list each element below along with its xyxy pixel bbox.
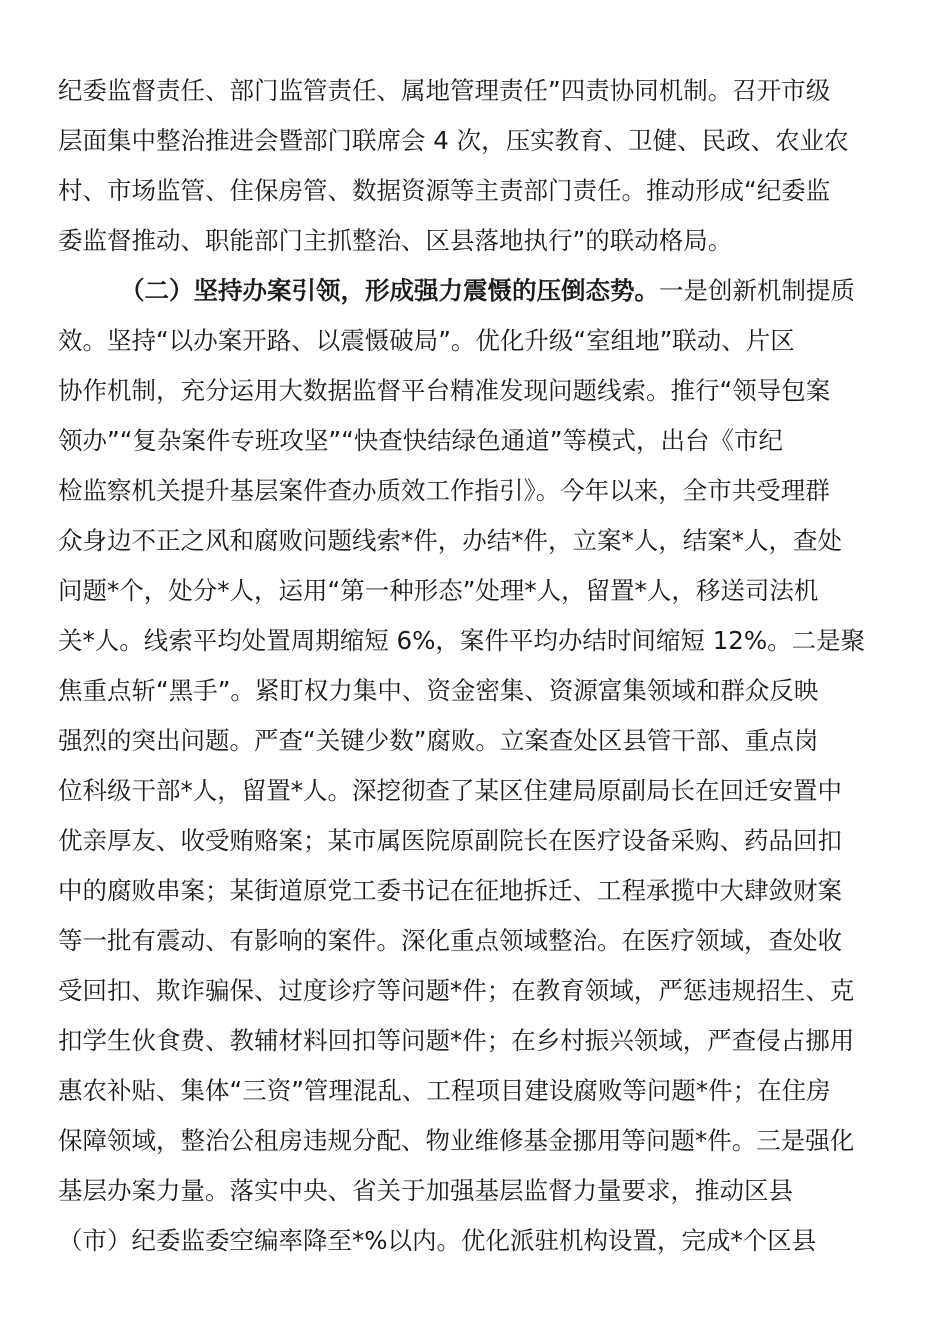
paragraph-line: 协作机制，充分运用大数据监督平台精准发现问题线索。推行“领导包案 bbox=[58, 376, 831, 405]
paragraph-line: 问题*个，处分*人，运用“第一种形态”处理*人，留置*人，移送司法机 bbox=[58, 576, 819, 605]
paragraph-line: 焦重点斩“黑手”。紧盯权力集中、资金密集、资源富集领域和群众反映 bbox=[58, 676, 819, 705]
paragraph-line: 扣学生伙食费、教辅材料回扣等问题*件；在乡村振兴领域，严查侵占挪用 bbox=[58, 1026, 855, 1055]
paragraph-line: 领办”“复杂案件专班攻坚”“快查快结绿色通道”等模式，出台《市纪 bbox=[58, 426, 783, 455]
paragraph-line: 基层办案力量。落实中央、省关于加强基层监督力量要求，推动区县 bbox=[58, 1176, 793, 1205]
paragraph-line: 众身边不正之风和腐败问题线索*件，办结*件，立案*人，结案*人，查处 bbox=[58, 526, 842, 555]
paragraph-line: 受回扣、欺诈骗保、过度诊疗等问题*件；在教育领域，严惩违规招生、克 bbox=[58, 976, 855, 1005]
paragraph-line: 保障领域，整治公租房违规分配、物业维修基金挪用等问题*件。三是强化 bbox=[58, 1126, 855, 1155]
paragraph-line: （市）纪委监委空编率降至*%以内。优化派驻机构设置，完成*个区县 bbox=[58, 1226, 817, 1255]
paragraph-line: 委监督推动、职能部门主抓整治、区县落地执行”的联动格局。 bbox=[58, 226, 733, 255]
paragraph-line: 效。坚持“以办案开路、以震慑破局”。优化升级“室组地”联动、片区 bbox=[58, 326, 795, 355]
paragraph-line: 惠农补贴、集体“三资”管理混乱、工程项目建设腐败等问题*件；在住房 bbox=[58, 1076, 831, 1105]
section-heading: （二）坚持办案引领，形成强力震慑的压倒态势。 bbox=[120, 276, 659, 305]
section-heading-rest: 一是创新机制提质 bbox=[659, 276, 855, 305]
paragraph-line: 强烈的突出问题。严查“关键少数”腐败。立案查处区县管干部、重点岗 bbox=[58, 726, 819, 755]
paragraph-line: 检监察机关提升基层案件查办质效工作指引》。今年以来，全市共受理群 bbox=[58, 476, 830, 505]
paragraph-line: 等一批有震动、有影响的案件。深化重点领域整治。在医疗领域，查处收 bbox=[58, 926, 842, 955]
paragraph-line: 优亲厚友、收受贿赂案；某市属医院原副院长在医疗设备采购、药品回扣 bbox=[58, 826, 842, 855]
paragraph-line: 关*人。线索平均处置周期缩短 6%，案件平均办结时间缩短 12%。二是聚 bbox=[58, 626, 866, 655]
paragraph-line: 位科级干部*人，留置*人。深挖彻查了某区住建局原副局长在回迁安置中 bbox=[58, 776, 842, 805]
paragraph-line: 村、市场监管、住保房管、数据资源等主责部门责任。推动形成“纪委监 bbox=[58, 176, 831, 205]
body-text bbox=[58, 66, 893, 1266]
paragraph-line: 中的腐败串案；某街道原党工委书记在征地拆迁、工程承揽中大肆敛财案 bbox=[58, 876, 842, 905]
section-heading-line bbox=[58, 266, 893, 316]
paragraph-line: 层面集中整治推进会暨部门联席会 4 次，压实教育、卫健、民政、农业农 bbox=[58, 126, 849, 155]
paragraph-line: 纪委监督责任、部门监管责任、属地管理责任”四责协同机制。召开市级 bbox=[58, 76, 831, 105]
